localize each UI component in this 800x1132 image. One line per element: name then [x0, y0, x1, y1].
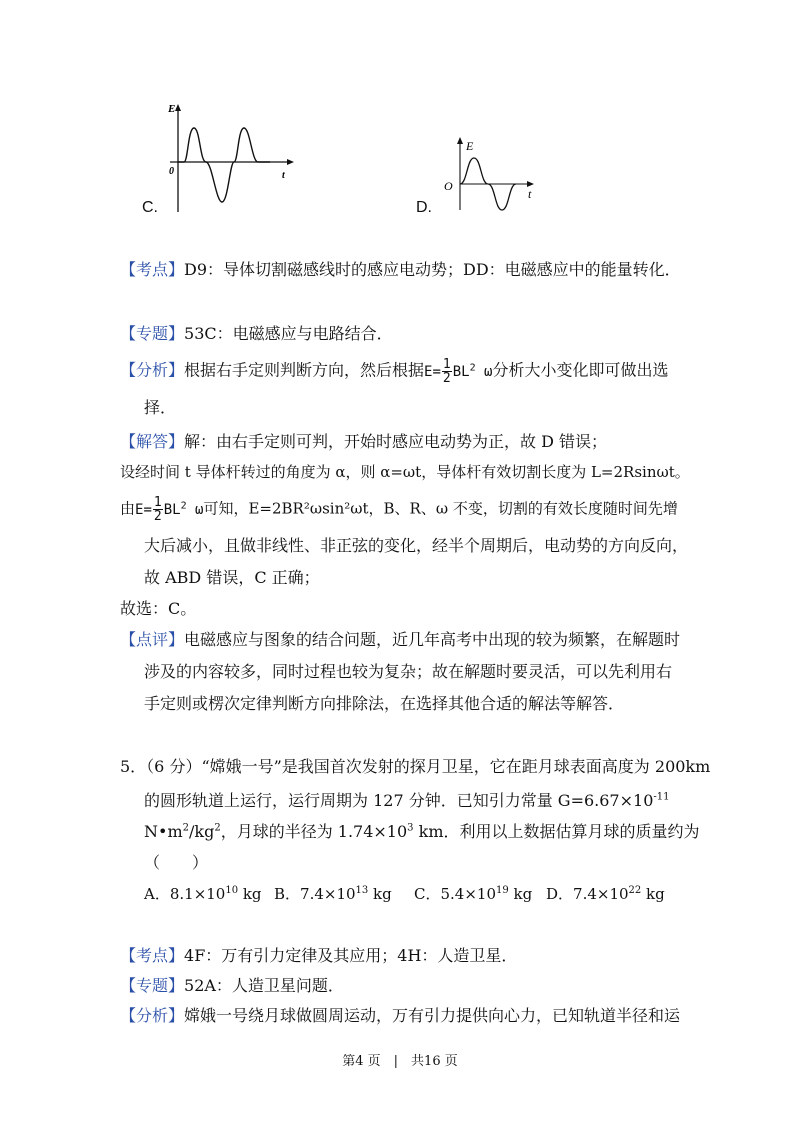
q4-zhuanti-tag: 【专题】	[120, 324, 185, 343]
q5-opt-d-text: D．7.4×10	[546, 885, 629, 903]
q5-zhuanti-tag: 【专题】	[120, 976, 185, 995]
q4-dianping-tag: 【点评】	[120, 630, 185, 649]
q5-l3-b: /kg	[188, 822, 215, 841]
q5-l2-pre: 的圆形轨道上运行，运行周期为 127 分钟．已知引力常量 G=6.67×10	[144, 791, 654, 810]
graph-d-y-arrow	[457, 137, 463, 144]
formula-bl-2: BL	[163, 501, 181, 518]
graph-c-x-arrow	[287, 159, 294, 165]
page-footer: 第4 页 | 共16 页	[342, 1054, 458, 1069]
q5-opt-d-sup: 22	[628, 885, 642, 896]
q4-dianping-line3: 手定则或楞次定律判断方向排除法，在选择其他合适的解法等解答．	[144, 694, 625, 713]
q4-zhuanti	[120, 324, 393, 344]
q5-l3-sup1: 2	[182, 822, 189, 834]
formula-e: E=	[424, 363, 441, 380]
q5-l2-sup: -11	[653, 791, 670, 803]
q5-l3-c: ，月球的半径为 1.74×10	[220, 822, 408, 841]
q5-option-b	[274, 884, 392, 904]
formula-omega-2: ω	[195, 501, 204, 518]
graph-d-origin-label: O	[444, 179, 453, 193]
formula-fraction-2	[153, 496, 163, 523]
q4-jieda-line1	[120, 432, 607, 452]
q5-kaodian-text: 4F：万有引力定律及其应用；4H：人造卫星．	[184, 946, 518, 965]
graph-c	[160, 98, 300, 216]
q5-l3-d: km．利用以上数据估算月球的质量约为	[413, 822, 700, 841]
q5-option-c	[414, 884, 532, 904]
graph-c-origin-label: 0	[169, 166, 174, 177]
q4-fenxi-post: 分析大小变化即可做出选	[492, 360, 669, 380]
q4-jieda-l3-post: 可知，E=2BR²ωsin²ωt，B、R、ω 不变，切割的有效长度随时间先增	[203, 499, 678, 518]
q5-opt-b-unit: kg	[368, 885, 392, 903]
q5-line1: 5．（6 分）“嫦娥一号”是我国首次发射的探月卫星，它在距月球表面高度为 200km	[120, 757, 711, 776]
q5-line2	[144, 791, 670, 811]
q4-jieda-l3-pre: 由	[120, 499, 136, 518]
q4-jieda-line5: 故 ABD 错误，C 正确；	[144, 568, 320, 587]
q4-jieda-tag: 【解答】	[120, 432, 185, 451]
q4-zhuanti-text: 53C：电磁感应与电路结合．	[184, 324, 393, 343]
q5-opt-b-text: B．7.4×10	[274, 885, 356, 903]
formula-numerator-2: 1	[153, 495, 162, 510]
q4-jieda-formula	[135, 495, 204, 524]
q5-option-d	[546, 884, 665, 904]
formula-denominator-2: 2	[153, 509, 162, 524]
formula-denominator: 2	[442, 371, 451, 386]
q5-l3-a: N•m	[144, 822, 183, 841]
q4-kaodian-tag: 【考点】	[120, 260, 185, 279]
q5-opt-c-text: C．5.4×10	[414, 885, 496, 903]
q4-fenxi-line1	[120, 358, 669, 385]
formula-sup-2: 2	[180, 499, 187, 511]
q4-jieda-text1: 解：由右手定则可判，开始时感应电动势为正，故 D 错误；	[184, 432, 608, 451]
q5-option-a	[144, 884, 262, 904]
q5-opt-d-unit: kg	[641, 885, 665, 903]
q5-opt-a-unit: kg	[238, 885, 262, 903]
q4-fenxi-formula	[424, 357, 493, 386]
graph-d-x-label: t	[528, 187, 532, 201]
graph-c-x-label: t	[282, 170, 285, 181]
formula-numerator: 1	[442, 357, 451, 372]
q4-kaodian	[120, 260, 681, 280]
q4-dianping-line2: 涉及的内容较多，同时过程也较为复杂；故在解题时要灵活，可以先利用右	[144, 662, 673, 681]
q5-kaodian	[120, 946, 517, 966]
q5-fenxi-text: 嫦娥一号绕月球做圆周运动，万有引力提供向心力，已知轨道半径和运	[184, 1006, 681, 1025]
q5-opt-a-text: A．8.1×10	[144, 885, 226, 903]
q4-dianping-line1	[120, 630, 680, 650]
q5-kaodian-tag: 【考点】	[120, 946, 185, 965]
graph-c-curve	[178, 128, 270, 202]
q4-jieda-line2: 设经时间 t 导体杆转过的角度为 α，则 α=ωt，导体杆有效切割长度为 L=2Rsinωt。	[120, 463, 690, 481]
q4-jieda-line4: 大后减小，且做非线性、非正弦的变化，经半个周期后，电动势的方向反向，	[144, 536, 689, 555]
q4-fenxi-line2: 择．	[144, 398, 177, 417]
graph-c-y-arrow	[175, 104, 181, 111]
formula-sup: 2	[469, 361, 476, 373]
formula-omega: ω	[484, 363, 493, 380]
graph-d-option-label: D.	[416, 199, 432, 216]
q5-opt-c-unit: kg	[508, 885, 533, 903]
graph-d	[438, 134, 538, 214]
q4-fenxi-pre: 根据右手定则判断方向，然后根据	[184, 360, 425, 380]
q5-fenxi-tag: 【分析】	[120, 1006, 185, 1025]
q4-guxuan: 故选：C。	[120, 599, 197, 618]
q5-opt-a-sup: 10	[225, 885, 239, 896]
q5-line3	[144, 822, 700, 842]
graph-c-y-label: E	[168, 103, 176, 115]
graph-d-y-label: E	[466, 139, 474, 153]
q4-dianping-text1: 电磁感应与图象的结合问题，近几年高考中出现的较为频繁，在解题时	[184, 630, 681, 649]
q5-l3-sup3: 3	[407, 822, 414, 834]
q5-zhuanti	[120, 976, 344, 996]
q5-fenxi	[120, 1006, 680, 1026]
q5-blank: （ ）	[144, 853, 209, 872]
q5-opt-c-sup: 19	[496, 885, 509, 896]
formula-bl: BL	[452, 363, 470, 380]
q4-fenxi-tag: 【分析】	[120, 360, 185, 380]
q4-kaodian-text: D9：导体切割磁感线时的感应电动势；DD：电磁感应中的能量转化．	[184, 260, 681, 279]
q5-l3-sup2: 2	[214, 822, 221, 834]
q4-jieda-line3	[120, 496, 678, 523]
formula-fraction	[442, 358, 452, 385]
graph-c-option-label: C.	[142, 199, 158, 216]
q5-opt-b-sup: 13	[355, 885, 369, 896]
q5-zhuanti-text: 52A：人造卫星问题．	[184, 976, 344, 995]
formula-e-2: E=	[135, 501, 152, 518]
